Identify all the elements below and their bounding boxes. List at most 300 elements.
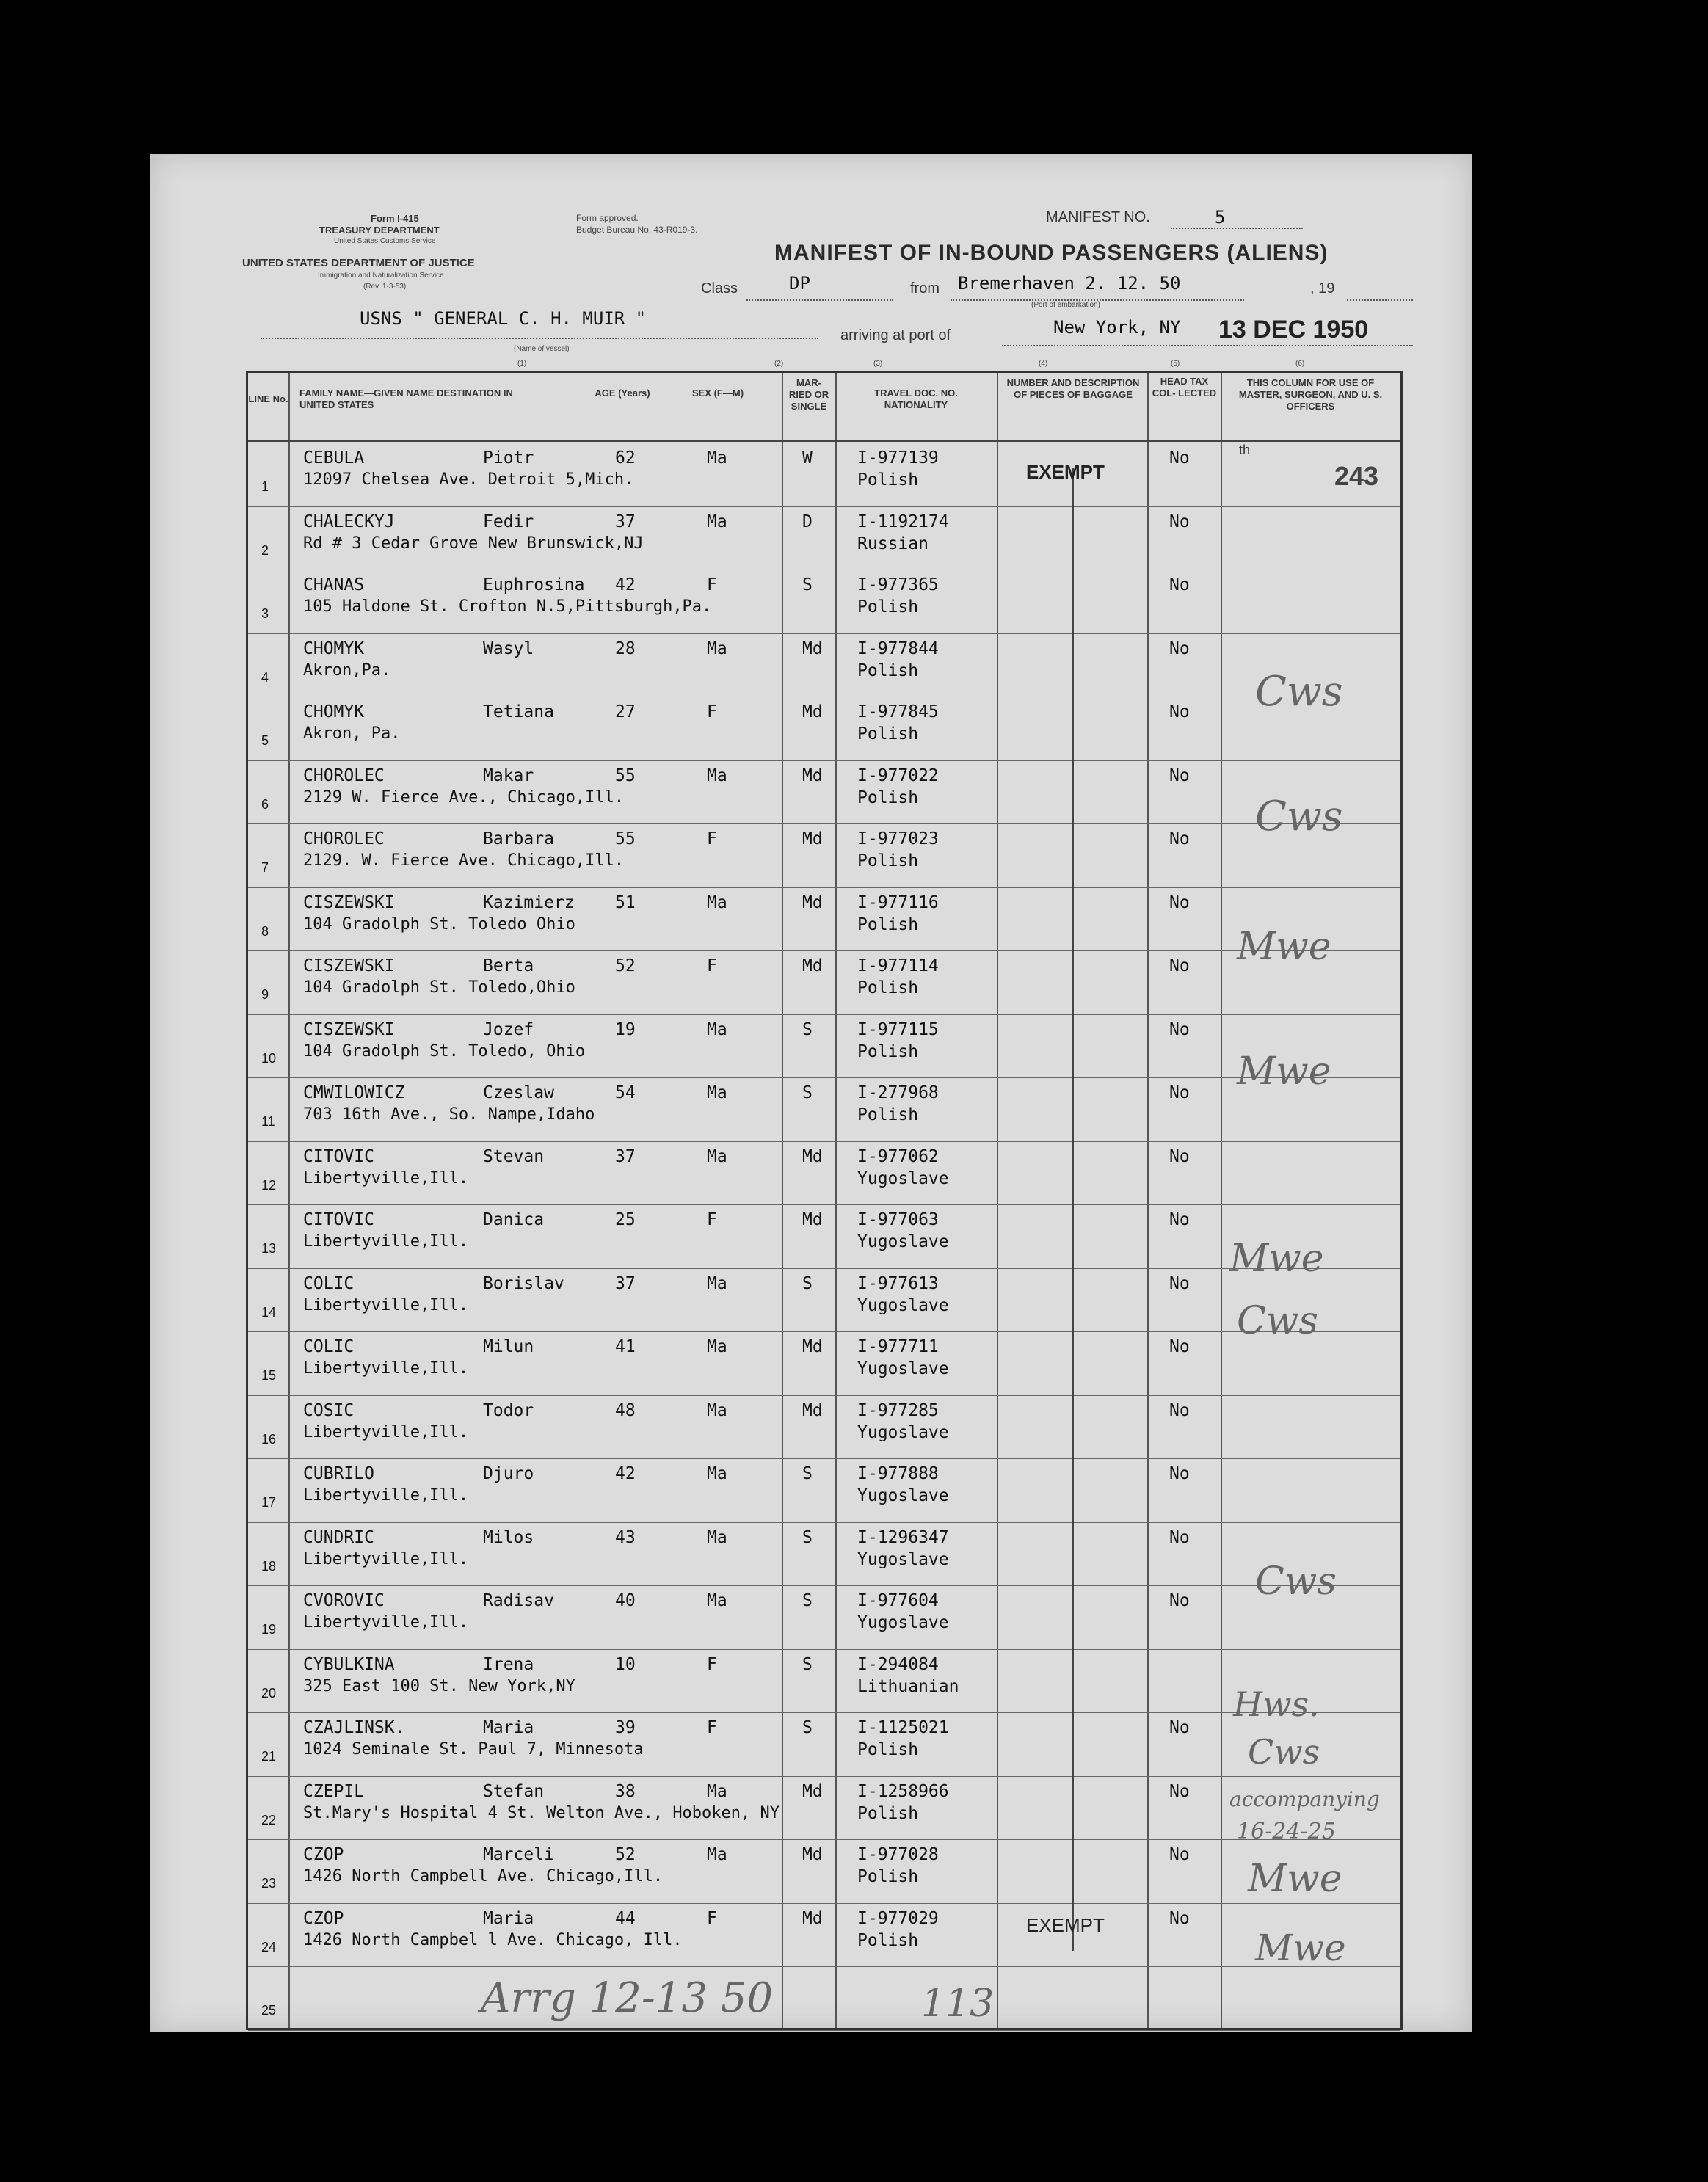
passenger-table <box>246 371 1403 2030</box>
given-name: Milos <box>483 1527 534 1547</box>
handwritten-note: Mwe <box>1248 1857 1342 1901</box>
given-name: Radisav <box>483 1591 554 1610</box>
table-row <box>248 443 1400 506</box>
age: 52 <box>615 1845 636 1864</box>
handwritten-note: Cws <box>1255 668 1343 716</box>
justice-dept: UNITED STATES DEPARTMENT OF JUSTICE <box>242 257 475 269</box>
handwritten-note: Cws <box>1255 1560 1337 1604</box>
marital-status: S <box>802 1083 813 1102</box>
line-number: 23 <box>261 1876 277 1891</box>
nationality: Polish <box>857 1041 919 1061</box>
family-name: CZOP <box>303 1845 344 1864</box>
destination: 1024 Seminale St. Paul 7, Minnesota <box>303 1740 644 1759</box>
destination: Libertyville,Ill. <box>303 1295 469 1314</box>
class-value: DP <box>789 273 810 294</box>
head-tax: No <box>1169 1464 1190 1483</box>
head-tax: No <box>1169 956 1190 975</box>
given-name: Jozef <box>483 1019 534 1039</box>
family-name: COLIC <box>303 1273 355 1293</box>
handwritten-note: Cws <box>1237 1299 1318 1343</box>
head-tax: No <box>1169 1083 1190 1102</box>
sex: Ma <box>707 892 727 912</box>
arriving-label: arriving at port of <box>840 327 951 343</box>
header-baggage: NUMBER AND DESCRIPTION OF PIECES OF BAGGAGE <box>1006 377 1140 400</box>
destination: 703 16th Ave., So. Nampe,Idaho <box>303 1105 595 1124</box>
head-tax: No <box>1169 1845 1190 1864</box>
customs-service: United States Customs Service <box>334 237 436 245</box>
age: 41 <box>615 1337 636 1356</box>
head-tax: No <box>1169 829 1190 848</box>
table-row <box>248 1141 1400 1205</box>
family-name: CISZEWSKI <box>303 956 395 975</box>
travel-doc-no: I-977285 <box>857 1400 939 1420</box>
table-row <box>248 697 1400 760</box>
family-name: CHALECKYJ <box>303 512 395 531</box>
year-suffix: , 19 <box>1310 280 1335 297</box>
nationality: Lithuanian <box>857 1676 959 1696</box>
sex: Ma <box>707 1591 727 1610</box>
travel-doc-no: I-277968 <box>857 1083 939 1102</box>
travel-doc-no: I-977604 <box>857 1591 939 1610</box>
head-tax: No <box>1169 1210 1190 1229</box>
handwritten-arrival-note: Arrg 12-13 50 <box>481 1974 774 2022</box>
exempt-stamp-top: EXEMPT <box>1026 461 1105 483</box>
marital-status: S <box>802 1464 813 1483</box>
class-label: Class <box>701 280 738 297</box>
travel-doc-no: I-1296347 <box>857 1527 949 1547</box>
nationality: Polish <box>857 1867 919 1886</box>
line-number: 25 <box>261 2003 277 2018</box>
nationality: Polish <box>857 661 919 680</box>
sex: Ma <box>707 1273 727 1293</box>
col-num-3: (3) <box>873 360 883 368</box>
marital-status: D <box>802 512 813 531</box>
table-row <box>248 760 1400 824</box>
marital-status: S <box>802 1654 813 1674</box>
age: 37 <box>615 1146 636 1166</box>
travel-doc-no: I-977029 <box>857 1908 939 1928</box>
table-row <box>248 1585 1400 1649</box>
age: 42 <box>615 575 636 594</box>
sex: F <box>707 575 717 594</box>
col-num-6: (6) <box>1295 360 1305 368</box>
marital-status: Md <box>802 829 823 848</box>
family-name: CISZEWSKI <box>303 1019 395 1039</box>
nationality: Polish <box>857 914 919 934</box>
treasury-dept: TREASURY DEPARTMENT <box>319 225 440 236</box>
destination: Libertyville,Ill. <box>303 1486 469 1505</box>
sex: F <box>707 1654 717 1674</box>
head-tax: No <box>1169 639 1190 658</box>
travel-doc-no: I-977114 <box>857 956 939 975</box>
col-num-1: (1) <box>517 360 527 368</box>
given-name: Marceli <box>483 1845 554 1864</box>
age: 55 <box>615 765 636 785</box>
budget-bureau: Budget Bureau No. 43-R019-3. <box>576 225 698 235</box>
nationality: Polish <box>857 597 919 617</box>
table-row <box>248 1077 1400 1141</box>
table-row <box>248 887 1400 951</box>
ins-service: Immigration and Naturalization Service <box>318 272 444 280</box>
sex: Ma <box>707 512 727 531</box>
given-name: Stefan <box>483 1781 545 1801</box>
table-row <box>248 1522 1400 1586</box>
head-tax: No <box>1169 702 1190 721</box>
age: 37 <box>615 512 636 531</box>
age: 52 <box>615 956 636 975</box>
head-tax: No <box>1169 1337 1190 1356</box>
sex: F <box>707 702 717 721</box>
head-tax: No <box>1169 765 1190 785</box>
nationality: Polish <box>857 978 919 997</box>
family-name: CEBULA <box>303 448 365 468</box>
destination: Libertyville,Ill. <box>303 1422 469 1441</box>
given-name: Todor <box>483 1400 534 1420</box>
given-name: Maria <box>483 1718 534 1737</box>
nationality: Polish <box>857 1740 919 1759</box>
arrival-port: New York, NY <box>1053 317 1181 338</box>
family-name: CHOMYK <box>303 702 365 721</box>
nationality: Polish <box>857 1930 919 1950</box>
family-name: CZEPIL <box>303 1781 365 1801</box>
line-number: 7 <box>261 860 269 875</box>
head-tax: No <box>1169 1146 1190 1166</box>
age: 54 <box>615 1083 636 1102</box>
nationality: Polish <box>857 1105 919 1124</box>
given-name: Maria <box>483 1908 534 1928</box>
marital-status: Md <box>802 1146 823 1166</box>
age: 55 <box>615 829 636 848</box>
exempt-stamp-bottom: EXEMPT <box>1026 1914 1105 1936</box>
marital-status: Md <box>802 1845 823 1864</box>
line-number: 10 <box>261 1050 277 1066</box>
travel-doc-no: I-977613 <box>857 1273 939 1293</box>
destination: Libertyville,Ill. <box>303 1232 469 1251</box>
line-number: 17 <box>261 1495 277 1510</box>
given-name: Kazimierz <box>483 892 575 912</box>
line-number: 19 <box>261 1622 277 1637</box>
travel-doc-no: I-977063 <box>857 1210 939 1229</box>
destination: Akron,Pa. <box>303 661 391 680</box>
table-row <box>248 506 1400 570</box>
vessel-caption: (Name of vessel) <box>514 345 570 353</box>
sex: Ma <box>707 448 727 468</box>
travel-doc-no: I-294084 <box>857 1654 939 1674</box>
sex: F <box>707 956 717 975</box>
age: 37 <box>615 1273 636 1293</box>
embarkation-port: Bremerhaven 2. 12. 50 <box>958 273 1181 294</box>
header-name: FAMILY NAME—GIVEN NAME DESTINATION IN UNITED STATES <box>299 388 513 410</box>
sex: F <box>707 829 717 848</box>
destination: 1426 North Campbell Ave. Chicago,Ill. <box>303 1867 664 1885</box>
line-number: 18 <box>261 1558 277 1574</box>
given-name: Euphrosina <box>483 575 585 594</box>
given-name: Piotr <box>483 448 534 468</box>
destination: 1426 North Campbel l Ave. Chicago, Ill. <box>303 1930 683 1949</box>
marital-status: Md <box>802 1400 823 1420</box>
officer-number: 243 <box>1334 461 1379 491</box>
line-number: 20 <box>261 1685 277 1701</box>
head-tax: No <box>1169 1908 1190 1928</box>
nationality: Yugoslave <box>857 1359 949 1378</box>
form-approved: Form approved. <box>576 213 639 223</box>
travel-doc-no: I-977028 <box>857 1845 939 1864</box>
sex: Ma <box>707 1083 727 1102</box>
travel-doc-no: I-1192174 <box>857 512 949 531</box>
handwritten-count: 113 <box>921 1982 995 2026</box>
line-number: 14 <box>261 1304 277 1320</box>
head-tax: No <box>1169 1718 1190 1737</box>
nationality: Yugoslave <box>857 1613 949 1632</box>
age: 48 <box>615 1400 636 1420</box>
line-number: 9 <box>261 987 269 1002</box>
line-number: 16 <box>261 1431 277 1447</box>
given-name: Irena <box>483 1654 534 1674</box>
handwritten-note: Hws. <box>1233 1684 1320 1724</box>
vessel-name: USNS " GENERAL C. H. MUIR " <box>360 308 647 329</box>
table-row <box>248 950 1400 1014</box>
marital-status: Md <box>802 1908 823 1928</box>
sex: Ma <box>707 765 727 785</box>
nationality: Yugoslave <box>857 1486 949 1505</box>
head-tax: No <box>1169 1781 1190 1801</box>
header-headtax: HEAD TAX COL- LECTED <box>1152 376 1217 399</box>
age: 27 <box>615 702 636 721</box>
line-number: 1 <box>261 479 269 494</box>
line-number: 22 <box>261 1812 277 1828</box>
travel-doc-no: I-977888 <box>857 1464 939 1483</box>
marital-status: Md <box>802 1781 823 1801</box>
family-name: CITOVIC <box>303 1210 374 1229</box>
marital-status: S <box>802 1273 813 1293</box>
given-name: Danica <box>483 1210 545 1229</box>
travel-doc-no: I-1258966 <box>857 1781 949 1801</box>
handwritten-note: Mwe <box>1229 1237 1324 1281</box>
nationality: Russian <box>857 534 929 553</box>
destination: 12097 Chelsea Ave. Detroit 5,Mich. <box>303 470 634 489</box>
arrival-date-stamp: 13 DEC 1950 <box>1218 316 1369 343</box>
table-row <box>248 570 1400 633</box>
header-sex: SEX (F—M) <box>691 388 744 399</box>
travel-doc-no: I-977845 <box>857 702 939 721</box>
nationality: Yugoslave <box>857 1549 949 1569</box>
destination: 325 East 100 St. New York,NY <box>303 1676 575 1695</box>
given-name: Stevan <box>483 1146 545 1166</box>
table-row <box>248 633 1400 697</box>
family-name: COSIC <box>303 1400 355 1420</box>
age: 10 <box>615 1654 636 1674</box>
destination: Libertyville,Ill. <box>303 1168 469 1188</box>
head-tax: No <box>1169 1019 1190 1039</box>
line-number: 11 <box>261 1114 275 1129</box>
age: 62 <box>615 448 636 468</box>
table-row <box>248 1839 1400 1903</box>
line-number: 24 <box>261 1939 277 1954</box>
family-name: CHANAS <box>303 575 365 594</box>
sex: F <box>707 1908 717 1928</box>
travel-doc-no: I-977711 <box>857 1337 939 1356</box>
table-row <box>248 1014 1400 1078</box>
embarkation-caption: (Port of embarkation) <box>1031 301 1100 309</box>
destination: 2129 W. Fierce Ave., Chicago,Ill. <box>303 788 625 807</box>
header-married: MAR- RIED OR SINGLE <box>788 377 829 412</box>
given-name: Wasyl <box>483 639 534 658</box>
family-name: CVOROVIC <box>303 1591 385 1610</box>
from-label: from <box>910 280 940 297</box>
age: 44 <box>615 1908 636 1928</box>
table-row <box>248 1776 1400 1840</box>
sex: Ma <box>707 1400 727 1420</box>
family-name: CZOP <box>303 1908 344 1928</box>
age: 40 <box>615 1591 636 1610</box>
nationality: Polish <box>857 470 919 490</box>
marital-status: Md <box>802 702 823 721</box>
marital-status: S <box>802 575 813 594</box>
handwritten-note: accompanying <box>1229 1787 1380 1811</box>
travel-doc-no: I-977022 <box>857 765 939 785</box>
form-number: Form I-415 <box>371 213 419 224</box>
head-tax: No <box>1169 1273 1190 1293</box>
family-name: CYBULKINA <box>303 1654 395 1674</box>
given-name: Czeslaw <box>483 1083 554 1102</box>
destination: Libertyville,Ill. <box>303 1549 469 1568</box>
destination: Libertyville,Ill. <box>303 1613 469 1632</box>
given-name: Borislav <box>483 1273 564 1293</box>
marital-status: S <box>802 1718 813 1737</box>
nationality: Yugoslave <box>857 1422 949 1442</box>
age: 42 <box>615 1464 636 1483</box>
sex: Ma <box>707 1019 727 1039</box>
line-number: 2 <box>261 542 269 558</box>
nationality: Polish <box>857 851 919 870</box>
marital-status: S <box>802 1019 813 1039</box>
handwritten-note: Mwe <box>1237 1050 1331 1094</box>
officer-th: th <box>1239 443 1251 457</box>
sex: F <box>707 1718 717 1737</box>
travel-doc-no: I-977023 <box>857 829 939 848</box>
family-name: CISZEWSKI <box>303 892 395 912</box>
destination: 2129. W. Fierce Ave. Chicago,Ill. <box>303 851 625 870</box>
manifest-no-label: MANIFEST NO. <box>1046 209 1150 225</box>
destination: Libertyville,Ill. <box>303 1359 469 1378</box>
head-tax: No <box>1169 1527 1190 1547</box>
line-number: 13 <box>261 1241 277 1256</box>
form-revision: (Rev. 1-3-53) <box>363 283 407 291</box>
line-number: 15 <box>261 1368 277 1383</box>
marital-status: S <box>802 1527 813 1547</box>
age: 25 <box>615 1210 636 1229</box>
destination: 105 Haldone St. Crofton N.5,Pittsburgh,Pa. <box>303 597 712 616</box>
nationality: Polish <box>857 724 919 743</box>
manifest-number: 5 <box>1215 207 1226 228</box>
handwritten-note: Cws <box>1255 793 1343 840</box>
marital-status: Md <box>802 1337 823 1356</box>
line-number: 4 <box>261 669 269 685</box>
handwritten-note: Mwe <box>1255 1927 1346 1969</box>
destination: Rd # 3 Cedar Grove New Brunswick,NJ <box>303 534 644 553</box>
travel-doc-no: I-977844 <box>857 639 939 658</box>
age: 51 <box>615 892 636 912</box>
given-name: Makar <box>483 765 534 785</box>
given-name: Berta <box>483 956 534 975</box>
ditto-line <box>1072 468 1074 1951</box>
destination: 104 Gradolph St. Toledo Ohio <box>303 914 575 934</box>
line-number: 5 <box>261 733 269 748</box>
sex: Ma <box>707 1464 727 1483</box>
sex: F <box>707 1210 717 1229</box>
given-name: Tetiana <box>483 702 554 721</box>
header-age: AGE (Years) <box>595 388 650 399</box>
table-row <box>248 1458 1400 1522</box>
handwritten-note: Cws <box>1248 1732 1320 1772</box>
family-name: CHOMYK <box>303 639 365 658</box>
line-number: 6 <box>261 796 269 812</box>
line-number: 12 <box>261 1177 277 1193</box>
manifest-page <box>150 154 1472 2032</box>
line-number: 3 <box>261 606 269 621</box>
head-tax: No <box>1169 1400 1190 1420</box>
head-tax: No <box>1169 448 1190 468</box>
sex: Ma <box>707 1337 727 1356</box>
marital-status: Md <box>802 639 823 658</box>
destination: 104 Gradolph St. Toledo, Ohio <box>303 1041 586 1061</box>
travel-doc-no: I-977116 <box>857 892 939 912</box>
destination: 104 Gradolph St. Toledo,Ohio <box>303 978 575 997</box>
age: 39 <box>615 1718 636 1737</box>
age: 28 <box>615 639 636 658</box>
nationality: Yugoslave <box>857 1168 949 1188</box>
header-line-no: LINE No. <box>248 393 288 404</box>
sex: Ma <box>707 1146 727 1166</box>
head-tax: No <box>1169 512 1190 531</box>
col-num-5: (5) <box>1171 360 1180 368</box>
travel-doc-no: I-977365 <box>857 575 939 594</box>
sex: Ma <box>707 1845 727 1864</box>
marital-status: S <box>802 1591 813 1610</box>
head-tax: No <box>1169 575 1190 594</box>
marital-status: Md <box>802 956 823 975</box>
given-name: Milun <box>483 1337 534 1356</box>
travel-doc-no: I-1125021 <box>857 1718 949 1737</box>
nationality: Yugoslave <box>857 1295 949 1315</box>
table-row <box>248 1712 1400 1776</box>
given-name: Barbara <box>483 829 554 848</box>
table-row <box>248 1395 1400 1459</box>
age: 43 <box>615 1527 636 1547</box>
header-officers: THIS COLUMN FOR USE OF MASTER, SURGEON, AND U. S. OFFICERS <box>1238 377 1383 412</box>
family-name: CMWILOWICZ <box>303 1083 405 1102</box>
marital-status: Md <box>802 892 823 912</box>
manifest-title: MANIFEST OF IN-BOUND PASSENGERS (ALIENS) <box>774 241 1329 265</box>
family-name: CZAJLINSK. <box>303 1718 405 1737</box>
marital-status: Md <box>802 1210 823 1229</box>
col-num-2: (2) <box>774 360 784 368</box>
table-row <box>248 1204 1400 1268</box>
age: 19 <box>615 1019 636 1039</box>
table-row <box>248 1966 1400 2030</box>
family-name: CUNDRIC <box>303 1527 374 1547</box>
head-tax: No <box>1169 1591 1190 1610</box>
destination: St.Mary's Hospital 4 St. Welton Ave., Hoboken, NY <box>303 1803 780 1822</box>
handwritten-note: Mwe <box>1237 925 1331 969</box>
line-number: 8 <box>261 923 269 939</box>
col-num-4: (4) <box>1039 360 1048 368</box>
family-name: CITOVIC <box>303 1146 374 1166</box>
nationality: Polish <box>857 788 919 807</box>
travel-doc-no: I-977139 <box>857 448 939 468</box>
nationality: Polish <box>857 1803 919 1823</box>
table-row <box>248 1649 1400 1713</box>
